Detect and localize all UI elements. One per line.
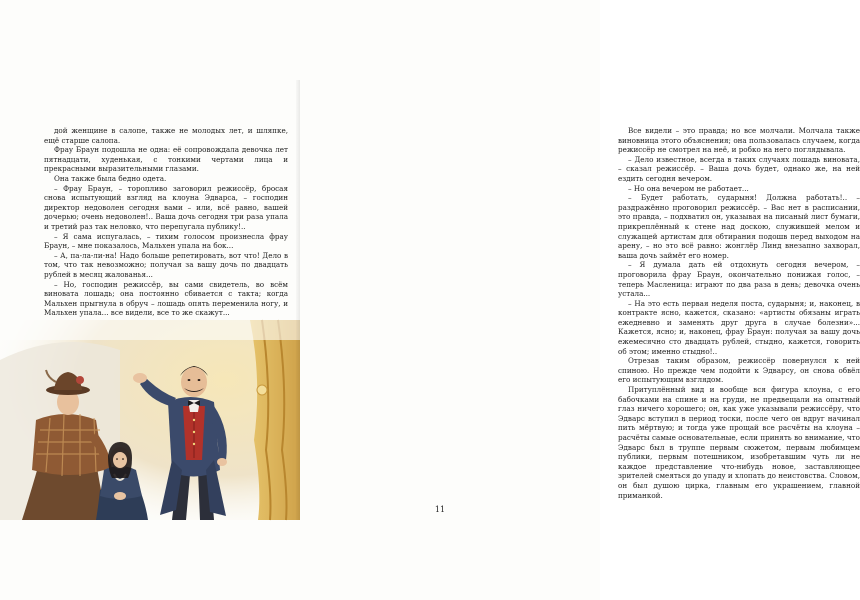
right-page: [300, 0, 860, 600]
circus-illustration: [0, 320, 300, 520]
paragraph: Притуплённый вид и вообще вся фигура клоуна, с его бабочками на спине и на груди, не предвещали на опытный глаз ничего хорошего; он, как уже указывали режиссёру, что Эдварс вступил в период тоски, после чего он вдруг начинал пить мёртвую; и тогда уже прощай все расчёты на клоуна – расчёты самые основательные, если принять во внимание, что Эдварс был в труппе первым сюжетом, первым любимцем публики, первым потешником, изобретавшим чуть ли не каждое представление что-нибудь новое, заставляющее зрителей смеяться до упаду и хлопать до неистовства. Словом, он был душою цирка, главным его украшением, главной приманкой.: [618, 385, 860, 500]
paragraph: – Я думала дать ей отдохнуть сегодня вечером, – проговорила фрау Браун, окончательно понижая голос, – теперь Масленица: играют по два раза в день; девочка очень устала...: [618, 260, 860, 299]
paragraph: – Но она вечером не работает...: [628, 183, 749, 193]
paragraph: Она также была бедно одета.: [54, 173, 167, 183]
paragraph: Фрау Браун подошла не одна: её сопровождала девочка лет пятнадцати, худенькая, с тонкими чертами лица и прекрасными выразительными глазами.: [44, 145, 288, 174]
paragraph: Отрезав таким образом, режиссёр повернулся к ней спиною. Но прежде чем подойти к Эдварсу, он снова обвёл его испытующим взглядом.: [618, 356, 860, 385]
paragraph: – Дело известное, всегда в таких случаях лошадь виновата, – сказал режиссёр. – Ваша дочь будет, однако же, на ней ездить сегодня вечером.: [618, 154, 860, 183]
left-page: [0, 0, 300, 600]
paragraph: Все видели – это правда; но все молчали. Молчала также виновница этого объяснения; она пользовалась случаем, когда режиссёр не смотрел на неё, и робко на него поглядывала.: [618, 126, 860, 155]
paragraph: – Я сама испугалась, – тихим голосом произнесла фрау Браун, – мне показалось, Мальхен упала на бок...: [44, 231, 288, 251]
paragraph: – На это есть первая неделя поста, сударыня; и, наконец, в контракте ясно, кажется, сказано: «артисты обязаны играть ежедневно и заменять друг друга в случае болезни»... Кажется, ясно; и, наконец, фрау Браун: получая за вашу дочь ежемесячно сто двадцать рублей, стыдно, кажется, говорить об этом; именно стыдно!..: [618, 298, 860, 356]
left-page-text: [44, 126, 288, 336]
paragraph: – Но, господин режиссёр, вы сами свидетель, во всём виновата лошадь; она постоянно сбивается с такта; когда Мальхен прыгнула в обруч – лошадь опять переменила ногу, и Мальхен упала... все видели, все то же скажут...: [44, 279, 288, 318]
paragraph: – Фрау Браун, – торопливо заговорил режиссёр, бросая снова испытующий взгляд на клоуна Эдварса, – господин директор недоволен сегодня вами – или, всё равно, вашей дочерью; очень недоволен!.. Ваша дочь сегодня три раза упала и третий раз так неловко, что перепугала публику!..: [44, 183, 288, 231]
paragraph: дой женщине в салопе, также не молодых лет, и шляпке, ещё старше салопа.: [44, 126, 288, 145]
right-page-text: [618, 126, 860, 500]
page-number: 11: [434, 505, 446, 514]
paragraph: – А, па-ла-ли-на! Надо больше репетировать, вот что! Дело в том, что так невозможно; получая за вашу дочь по двадцать рублей в месяц жалованья...: [44, 250, 288, 279]
paragraph: – Будет работать, сударыня! Должна работать!.. – раздражённо проговорил режиссёр. – Вас нет в расписании, это правда, – подхватил он, указывая на писаный лист бумаги, прикреплённый к стене над доскою, служившей мелом и служащей артистам для обтирания подошв перед выходом на арену, – но это всё равно: жонглёр Линд внезапно захворал, ваша дочь займёт его номер.: [618, 193, 860, 260]
